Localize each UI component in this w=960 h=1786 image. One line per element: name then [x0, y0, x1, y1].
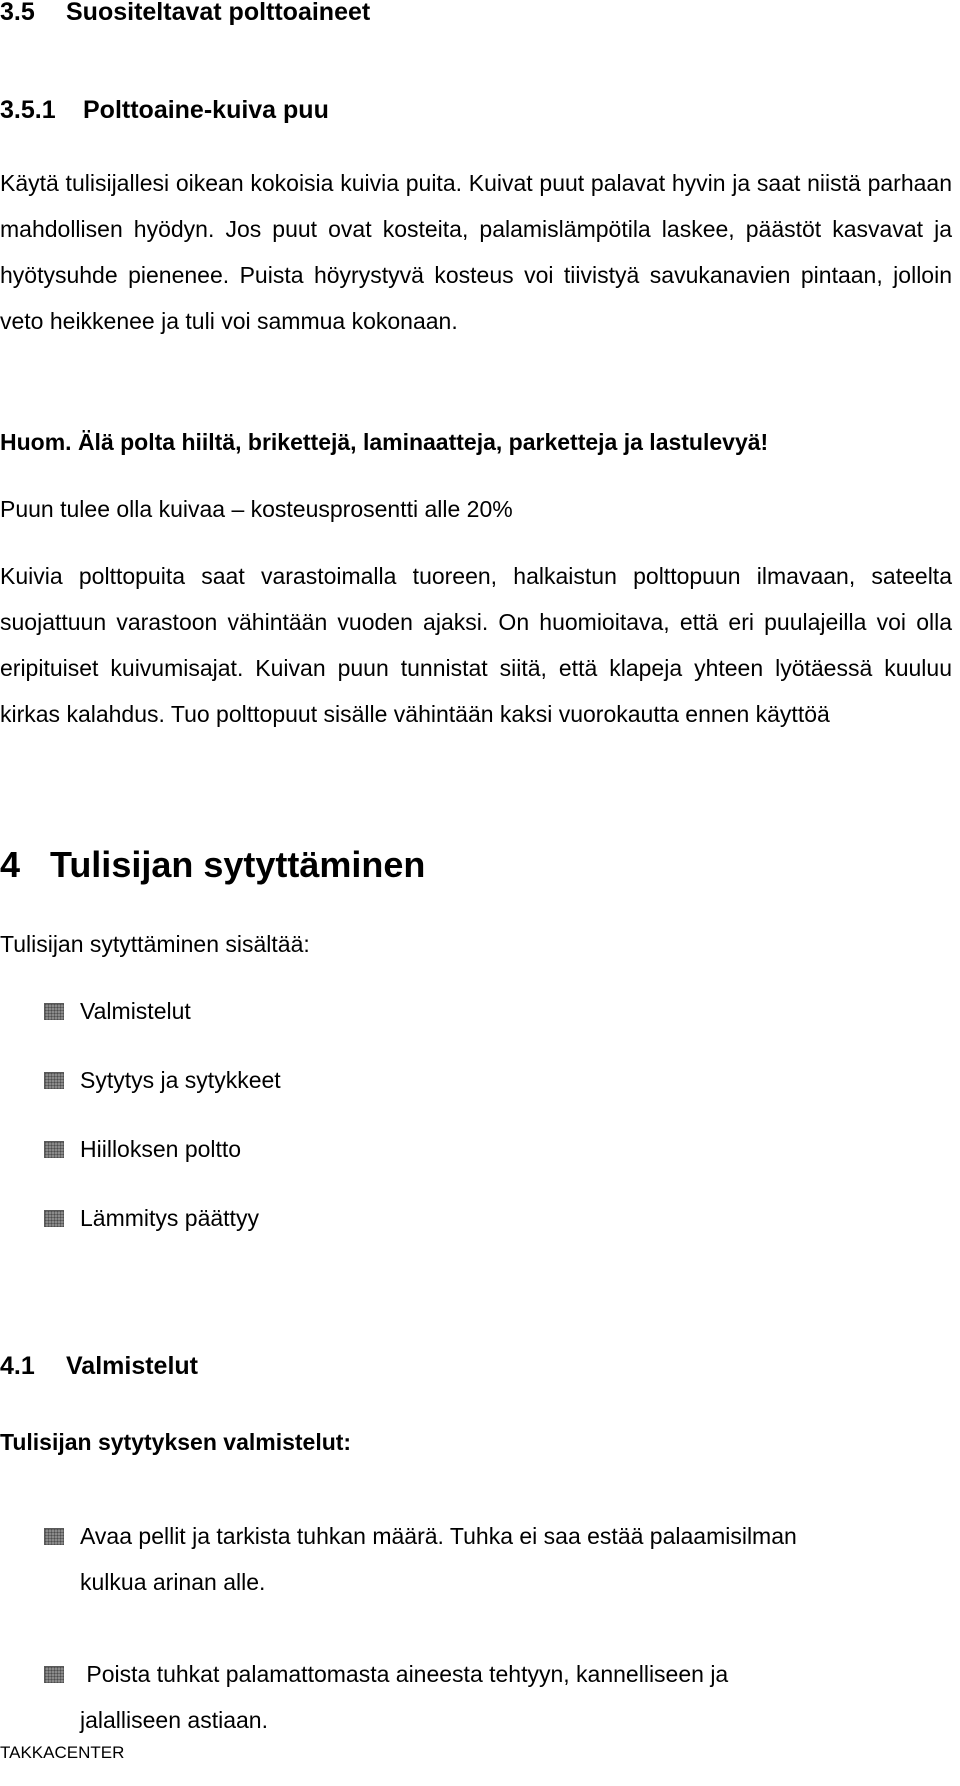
chapter-number: 4 — [0, 844, 21, 885]
list-item: Valmistelut — [80, 998, 191, 1024]
section-number: 4.1 — [0, 1352, 35, 1380]
list-item-line: Avaa pellit ja tarkista tuhkan määrä. Tuhka ei saa estää palaamisilman — [80, 1523, 797, 1549]
section-heading-3-5 — [0, 0, 370, 27]
square-bullet-icon — [44, 1210, 64, 1227]
chapter-heading-4 — [0, 843, 425, 887]
list-item-line: Poista tuhkat palamattomasta aineesta tehtyyn, kannelliseen ja — [80, 1661, 729, 1687]
moisture-note: Puun tulee olla kuivaa – kosteusprosentti alle 20% — [0, 496, 513, 522]
list-item-line: kulkua arinan alle. — [80, 1569, 266, 1595]
section-title: Valmistelut — [66, 1352, 198, 1380]
section-title: Polttoaine-kuiva puu — [83, 96, 329, 124]
chapter-title: Tulisijan sytyttäminen — [50, 844, 426, 885]
list-item-line: jalalliseen astiaan. — [80, 1707, 268, 1733]
list-item: Hiilloksen poltto — [80, 1136, 242, 1162]
section-number: 3.5.1 — [0, 96, 56, 124]
warning-note: Huom. Älä polta hiiltä, brikettejä, laminaatteja, parketteja ja lastulevyä! — [0, 429, 769, 455]
list-item: Lämmitys päättyy — [80, 1205, 259, 1231]
paragraph-dry-wood: Käytä tulisijallesi oikean kokoisia kuivia puita. Kuivat puut palavat hyvin ja saat niistä parhaan mahdollisen hyödyn. Jos puut ovat kosteita, palamislämpötila laskee, päästöt kasvavat ja hyötysuhde pienenee. Puista höyrystyvä kosteus voi tiivistyä savukanavien pintaan, jolloin veto heikkenee ja tuli voi sammua kokonaan. — [0, 170, 952, 334]
section-heading-4-1 — [0, 1351, 198, 1381]
square-bullet-icon — [44, 1666, 64, 1683]
square-bullet-icon — [44, 1072, 64, 1089]
paragraph-storage: Kuivia polttopuita saat varastoimalla tuoreen, halkaistun polttopuun ilmavaan, sateelta suojattuun varastoon vähintään vuoden ajaksi. On huomioitava, että eri puulajeilla voi olla eripituiset kuivumisajat. Kuivan puun tunnistat siitä, että klapeja yhteen lyötäessä kuuluu kirkas kalahdus. Tuo polttopuut sisälle vähintään kaksi vuorokautta ennen käyttöä — [0, 563, 952, 727]
list-item: Sytytys ja sytykkeet — [80, 1067, 281, 1093]
section-heading-3-5-1 — [0, 95, 329, 125]
square-bullet-icon — [44, 1141, 64, 1158]
chapter-4-intro: Tulisijan sytyttäminen sisältää: — [0, 931, 310, 957]
section-title: Suositeltavat polttoaineet — [66, 0, 371, 26]
square-bullet-icon — [44, 1003, 64, 1020]
footer-brand: TAKKACENTER — [0, 1743, 125, 1762]
preparation-subheading: Tulisijan sytytyksen valmistelut: — [0, 1429, 352, 1455]
square-bullet-icon — [44, 1528, 64, 1545]
section-number: 3.5 — [0, 0, 35, 26]
